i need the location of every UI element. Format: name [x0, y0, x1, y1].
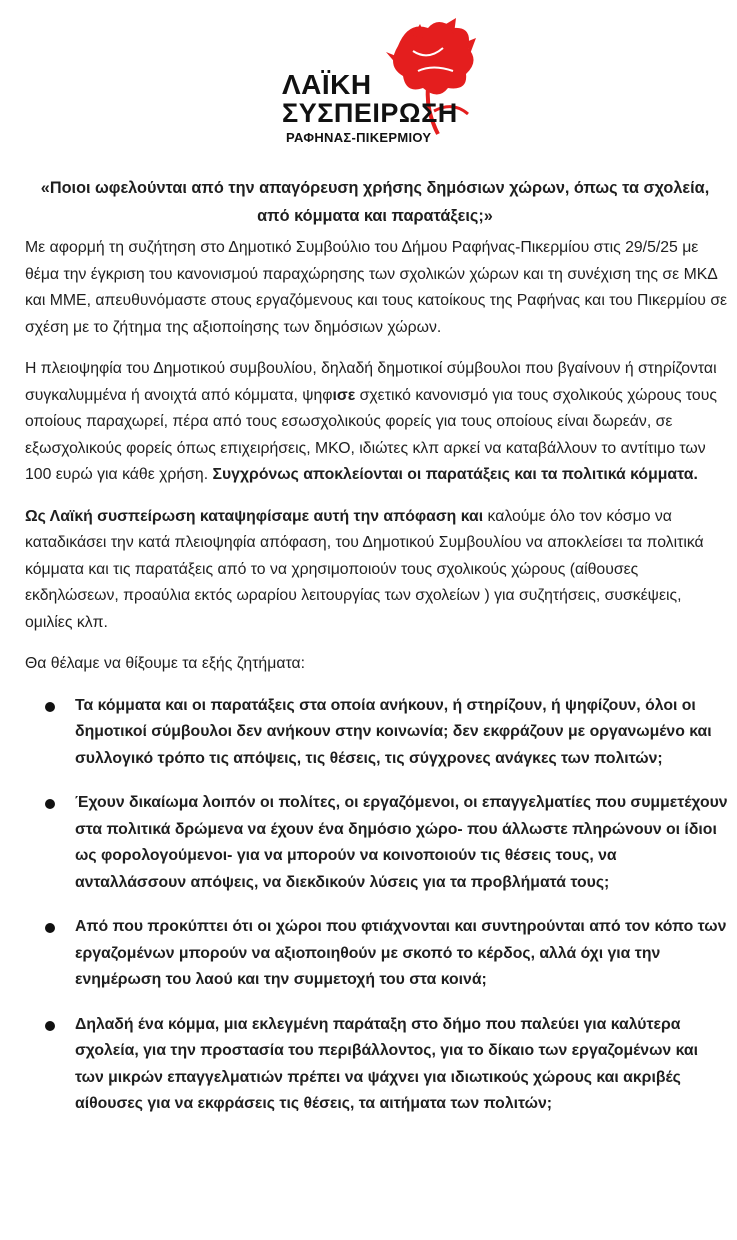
list-item-text: Έχουν δικαίωμα λοιπόν οι πολίτες, οι εργαζόμενοι, οι επαγγελματίες που συμμετέχουν στα πολιτικά δρώμενα να έχουν ένα δημόσιο χώρο- που άλλωστε πληρώνουν οι ίδιοι ως φορολογούμενοι- για να μπορούν να κοινοποιούν τις θέσεις τους, να ανταλλάσσουν απόψεις, να διεκδικούν λύσεις για τα προβλήματά τους; — [75, 794, 728, 891]
issues-list — [25, 693, 730, 1118]
document-body — [25, 235, 730, 1136]
list-item-text: Από που προκύπτει ότι οι χώροι που φτιάχνονται και συντηρούνται από τον κόπο των εργαζομένων μπορούν να αξιοποιηθούν με σκοπό το κέρδος, αλλά όχι για την ενημέρωση του λαού και την συμμετοχή του στα κοινά; — [75, 918, 727, 988]
logo-subtitle: ΡΑΦΗΝΑΣ-ΠΙΚΕΡΜΙΟΥ — [286, 130, 432, 145]
p2-text-a: Η πλειοψηφία του Δημοτικού συμβουλίου, δηλαδή δημοτικοί σύμβουλοι που βγαίνουν ή στηρίζονται συγκαλυμμένα ή ανοιχτά από κόμματα, ψηφ — [25, 360, 717, 404]
list-item — [25, 693, 730, 773]
title-line-1: «Ποιοι ωφελούνται από την απαγόρευση χρήσης δημόσιων χώρων, όπως τα σχολεία, — [40, 179, 710, 197]
logo-line-2: ΣΥΣΠΕΙΡΩΣΗ — [282, 98, 458, 128]
p3-text-b: καλούμε όλο τον κόσμο να καταδικάσει την κατά πλειοψηφία απόφαση, του Δημοτικού Συμβουλίου να αποκλείσει τα πολιτικά κόμματα και τις παρατάξεις από το να χρησιμοποιούν τους σχολικούς χώρους (αίθουσες εκδηλώσεων, προαύλια εκτός ωραρίου λειτουργίας των σχολείων ) για συζητήσεις, συσκέψεις, ομιλίες κλπ. — [25, 507, 704, 631]
paragraph-majority — [25, 356, 730, 489]
paragraph-issues-intro: Θα θέλαμε να θίξουμε τα εξής ζητήματα: — [25, 655, 305, 672]
bullet-icon — [45, 702, 55, 712]
bullet-icon — [45, 799, 55, 809]
title-line-2: από κόμματα και παρατάξεις;» — [257, 207, 493, 225]
logo-title — [282, 70, 482, 128]
document-title — [30, 174, 720, 230]
logo — [0, 0, 737, 160]
list-item-text: Τα κόμματα και οι παρατάξεις στα οποία ανήκουν, ή στηρίζουν, ή ψηφίζουν, όλοι οι δημοτικοί σύμβουλοι δεν ανήκουν στην κοινωνία; δεν εκφράζουν με οργανωμένο και συλλογικό τρόπο τις απόψεις, τις θέσεις, τις σύγχρονες ανάγκες των πολιτών; — [75, 696, 712, 767]
list-item — [25, 914, 730, 994]
p3-text-a: Ως Λαϊκή συσπείρωση καταψηφίσαμε αυτή την απόφαση και — [25, 507, 484, 525]
list-item — [25, 1012, 730, 1118]
list-item-text: Δηλαδή ένα κόμμα, μια εκλεγμένη παράταξη στο δήμο που παλεύει για καλύτερα σχολεία, για την προστασία του περιβάλλοντος, για το δίκαιο των εργαζομένων και των μικρών επαγγελματιών πρέπει να ψάχνει για ιδιωτικούς χώρους και ακριβές αίθουσες για να εκφράσεις τις θέσεις, τα αιτήματα των πολιτών; — [75, 1015, 698, 1112]
list-item — [25, 790, 730, 896]
bullet-icon — [45, 923, 55, 933]
bullet-icon — [45, 1021, 55, 1031]
p2-text-b: ισε — [332, 386, 356, 404]
paragraph-intro: Με αφορμή τη συζήτηση στο Δημοτικό Συμβούλιο του Δήμου Ραφήνας-Πικερμίου στις 29/5/25 με θέμα την έγκριση του κανονισμού παραχώρησης των σχολικών χώρων και τη συνέχιση της σε ΜΚΔ και ΜΜΕ, απευθυνόμαστε στους εργαζόμενους και τους κατοίκους της Ραφήνας και του Πικερμίου σε σχέση με το ζήτημα της αξιοποίησης των δημόσιων χώρων. — [25, 239, 728, 336]
paragraph-position — [25, 504, 730, 637]
p2-text-c: σχετικό κανονισμό για τους σχολικούς χώρους τους οποίους παραχωρεί, πέρα από τους εσωσχολικούς φορείς για τους οποίους είναι δωρεάν, σε εξωσχολικούς φορείς όπως επιχειρήσεις, ΜΚΟ, ιδιώτες κλπ αρκεί να καταβάλλουν το αντίτιμο των 100 ευρώ για κάθε χρήση. — [25, 386, 717, 483]
logo-line-1: ΛΑΪΚΗ — [282, 69, 372, 100]
p2-text-d: Συγχρόνως αποκλείονται οι παρατάξεις και τα πολιτικά κόμματα. — [212, 466, 698, 483]
